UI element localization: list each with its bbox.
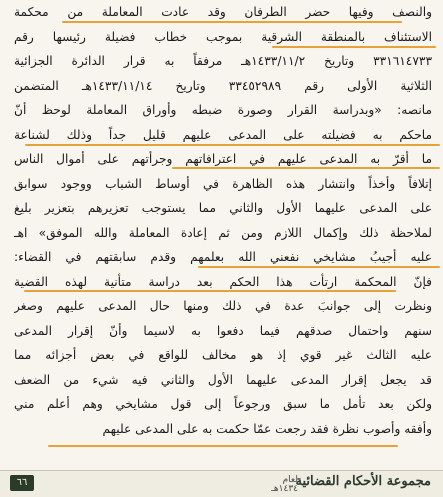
book-year (271, 476, 298, 494)
text-line: وأفقه وأصوب نظرة فقد رجعت عمّا حكمت به على المدعى عليهم (102, 421, 432, 436)
year-value: ١٤٣٤هـ (271, 484, 298, 494)
text-line: الاستئناف بالمنطقة الشرقية بموجب خطاب فضيلة رئيسها رقم (14, 29, 432, 44)
text-line: سنهم واحتمال صدقهم فيما دفعوا به لاسيما وأنّ إقرار المدعى (14, 323, 432, 338)
text-line: مانصه: «وبدراسة القرار وصورة ضبطه وأوراق المعاملة لوحظ أنّ (14, 103, 432, 117)
highlight-underline (172, 167, 440, 169)
text-line: ونظرت إلى جوانبَ عدة في ذلك ومنها حال المدعى عليهم وصغر (14, 299, 432, 313)
text-line: لملاحظة ذلك وإكمال اللازم ومن ثم إعادة المعاملة والله الموفق» اهـ (14, 225, 432, 240)
year-label: لعام (282, 475, 298, 485)
page-footer (0, 470, 443, 497)
page-number: ٦٦ (10, 475, 34, 491)
text-line: إتلافاً وأخذاً وانتشار هذه الظاهرة في أوساط الشباب ووجود سوابق (14, 176, 432, 191)
text-line: على المدعى عليهما الأول والثاني مما يستوجب تعزيرهم بتعزير بليغ (14, 201, 432, 215)
highlight-underline (62, 21, 402, 23)
text-line: ٣٣١٦١٤٧٣٣ وتاريخ ١٤٣٣/١١/٢هـ مرفقاً به قرار الدائرة الجزائية (14, 54, 432, 68)
highlight-underline (25, 144, 440, 146)
text-line: ولكن بعد تأمل ما سبق ورجوعاً إلى قول مشايخي وهم أعلم مني (14, 397, 432, 411)
book-title: مجموعة الأحكام القضائية (295, 474, 431, 489)
text-line: ما أقرّ به المدعى عليهم في اعترافاتهم وجرأتهم على أموال الناس (14, 152, 432, 166)
text-line: فإنّ المحكمة ارتأت هذا الحكم بعد دراسة متأنية لهذه القضية (14, 274, 432, 289)
highlight-underline (272, 46, 436, 48)
text-line: عليه الثالث غير قوي إذ هو مخالف للواقع في بعض أجزائه مما (14, 348, 432, 362)
text-line: الثلاثية الأولى رقم ٣٣٤٥٢٩٨٩ وتاريخ ١٤٣٣/١١/١٤هـ المتضمن (14, 78, 432, 93)
document-body (14, 0, 432, 441)
text-line: عليه أجيبُ مشايخي نفعني الله بعلمهم وقدم سابقتهم في القضاء: (14, 250, 432, 264)
highlight-underline (24, 290, 396, 292)
text-line: قد يجعل إقرار المدعى عليهما الأول والثاني فيه شيء من الضعف (14, 372, 432, 387)
text-line: والنصف وفيها حضر الطرفان وقد عادت المعاملة من محكمة (14, 5, 432, 19)
highlight-underline (48, 445, 398, 447)
highlight-underline (198, 266, 440, 268)
text-line: ماحكم به فضيلته على المدعى عليهم قليل جداً وذلك لشناعة (14, 127, 432, 142)
